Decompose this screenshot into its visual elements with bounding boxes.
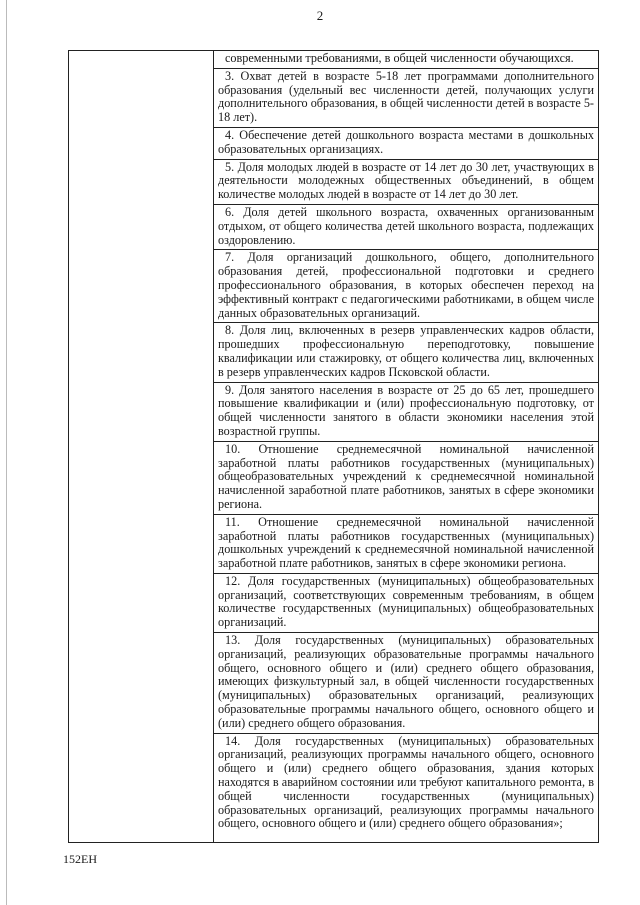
table-row bbox=[214, 128, 598, 160]
table-row bbox=[214, 160, 598, 205]
table-row bbox=[214, 323, 598, 382]
row-text: 12. Доля государственных (муниципальных) общеобразовательных организаций, соответствующих современным требованиям, в общем количестве государственных (муниципальных) общеобразовательных организаций. bbox=[218, 573, 594, 630]
row-text: 9. Доля занятого населения в возрасте от 25 до 65 лет, прошедшего повышение квалификации и (или) профессиональную подготовку, от общей численности занятого в области экономики населения этой возрастной группы. bbox=[218, 382, 594, 438]
table-label-column bbox=[69, 51, 214, 842]
row-text: 14. Доля государственных (муниципальных) образовательных организаций, реализующих программы начального общего, основного общего и (или) среднего общего образования, здания которых находятся в аварийном состоянии или требуют капитального ремонта, в общей численности государственных (муниципальных) образовательных организаций, реализующих программы начального общего, основного общего и (или) среднего общего образования»; bbox=[218, 733, 594, 831]
indicator-table bbox=[68, 50, 599, 843]
table-row bbox=[214, 205, 598, 250]
row-text: 13. Доля государственных (муниципальных) образовательных организаций, реализующих образовательные программы начального общего, основного общего и (или) среднего общего образования, имеющих физкультурный зал, в общей численности государственных (муниципальных) образовательных организаций, реализующих образовательные программы начального общего, основного общего и (или) среднего общего образования. bbox=[218, 633, 594, 730]
row-text: 7. Доля организаций дошкольного, общего, дополнительного образования детей, профессиональной подготовки и среднего профессионального образования, в которых обеспечен переход на эффективный контракт с педагогическими работниками, в общем числе данных образовательных организаций. bbox=[218, 250, 594, 320]
row-text: 8. Доля лиц, включенных в резерв управленческих кадров области, прошедших профессиональную переподготовку, повышение квалификации или стажировку, от общего количества лиц, включенных в резерв управленческих кадров Псковской области. bbox=[218, 323, 594, 379]
page-number: 2 bbox=[316, 8, 324, 23]
document-code: 152EH bbox=[63, 852, 97, 866]
table-row bbox=[214, 51, 598, 69]
table-row bbox=[214, 734, 598, 834]
row-text: 6. Доля детей школьного возраста, охваченных организованным отдыхом, от общего количества детей школьного возраста, подлежащих оздоровлению. bbox=[218, 204, 594, 247]
row-text: 10. Отношение среднемесячной номинальной начисленной заработной платы работников государственных (муниципальных) общеобразовательных учреждений к среднемесячной номинальной начисленной заработной плате работников, занятых в сфере экономики региона. bbox=[218, 441, 594, 511]
row-text: 3. Охват детей в возрасте 5-18 лет программами дополнительного образования (удельный вес численности детей, получающих услуги дополнительного образования, в общей численности детей в возрасте 5-18 лет). bbox=[218, 68, 594, 125]
table-row bbox=[214, 515, 598, 574]
table-row bbox=[214, 69, 598, 128]
table-row bbox=[214, 633, 598, 734]
table-row bbox=[214, 574, 598, 633]
table-row bbox=[214, 383, 598, 442]
row-text: 5. Доля молодых людей в возрасте от 14 лет до 30 лет, участвующих в деятельности молодежных общественных объединений, в общем количестве молодых людей в возрасте от 14 лет до 30 лет. bbox=[218, 159, 594, 202]
table-row bbox=[214, 250, 598, 323]
table-row bbox=[214, 442, 598, 515]
table-indicators-column bbox=[214, 51, 598, 842]
scan-margin-line bbox=[6, 0, 7, 905]
row-text: современными требованиями, в общей численности обучающихся. bbox=[225, 51, 574, 65]
row-text: 11. Отношение среднемесячной номинальной начисленной заработной платы работников государственных (муниципальных) дошкольных учреждений к среднемесячной номинальной начисленной заработной плате работников, занятых в сфере экономики региона. bbox=[218, 514, 594, 571]
row-text: 4. Обеспечение детей дошкольного возраста местами в дошкольных образовательных организациях. bbox=[218, 127, 594, 156]
